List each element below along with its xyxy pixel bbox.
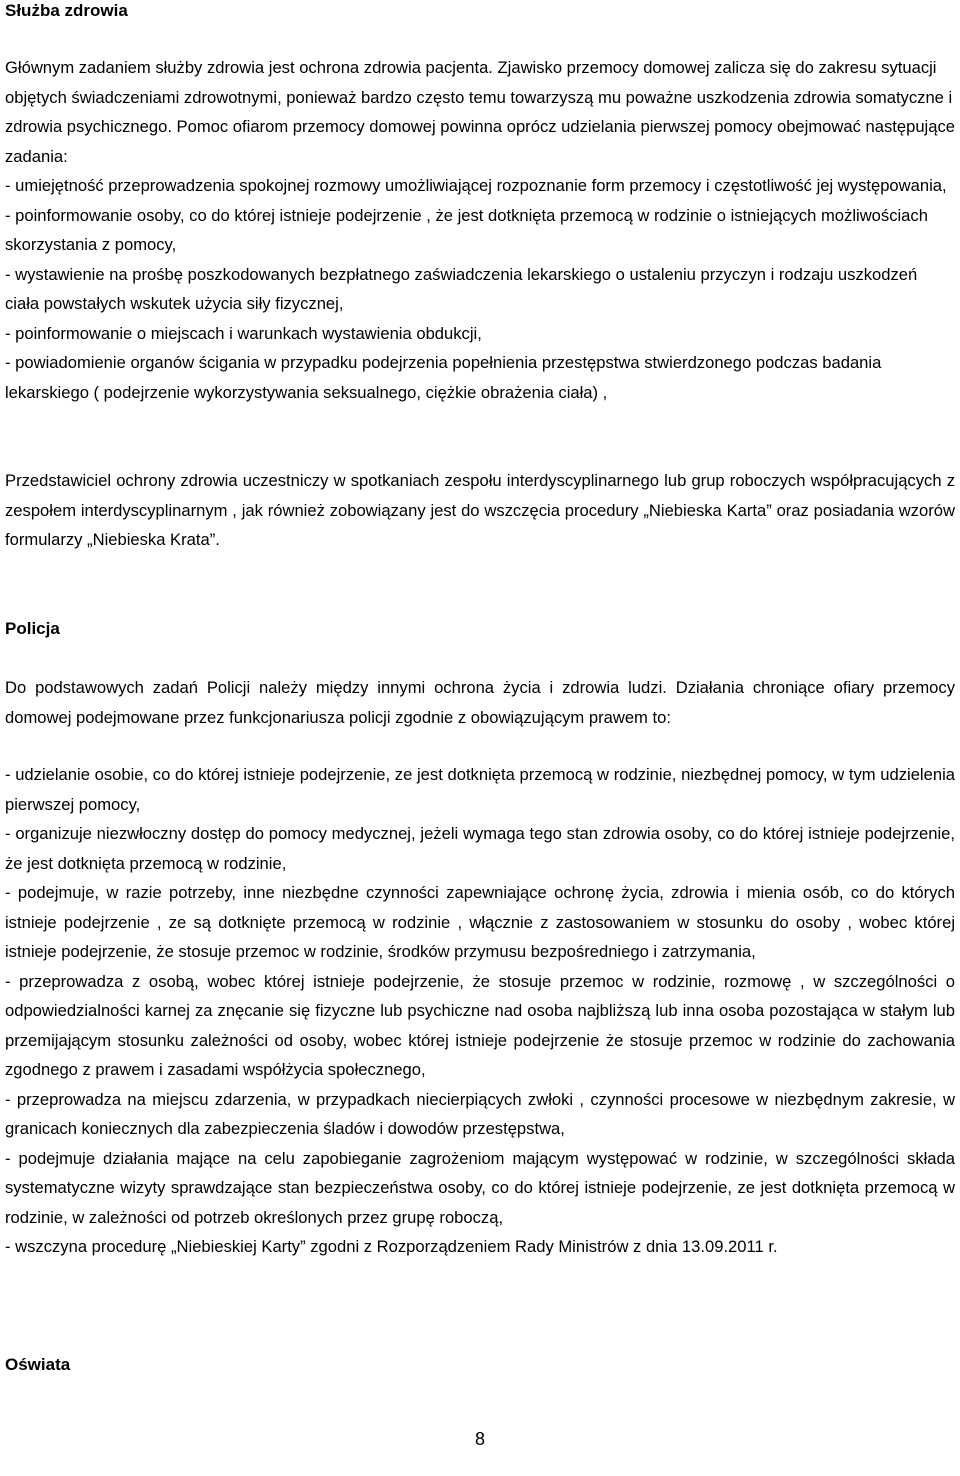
police-task-list xyxy=(5,760,955,1262)
police-task-item: - udzielanie osobie, co do której istnieje podejrzenie, ze jest dotknięta przemocą w rodzinie, niezbędnej pomocy, w tym udzielenia pierwszej pomocy, xyxy=(5,765,955,814)
health-closing-block xyxy=(5,466,955,555)
health-task-item: - umiejętność przeprowadzenia spokojnej rozmowy umożliwiającej rozpoznanie form przemocy i częstotliwość jej występowania, xyxy=(5,176,947,195)
police-task-item: - przeprowadza z osobą, wobec której istnieje podejrzenie, że stosuje przemoc w rodzinie, rozmowę , w szczególności o odpowiedzialności karnej za znęcanie się fizyczne lub psychiczne nad osoba najbliższą lub inna osoba pozostająca w stałym lub przemijającym stosunku zależności od osoby, wobec której istnieje podejrzenie że stosuje przemoc w rodzinie do zachowania zgodnego z prawem i zasadami współżycia społecznego, xyxy=(5,971,955,1079)
police-intro-paragraph: Do podstawowych zadań Policji należy między innymi ochrona życia i zdrowia ludzi. Działania chroniące ofiary przemocy domowej podejmowane przez funkcjonariusza policji zgodnie z obowiązującym prawem to: xyxy=(5,678,955,727)
health-task-item: - wystawienie na prośbę poszkodowanych bezpłatnego zaświadczenia lekarskiego o ustaleniu przyczyn i rodzaju uszkodzeń ciała powstałych wskutek użycia siły fizycznej, xyxy=(5,264,918,313)
health-task-item: - poinformowanie osoby, co do której istnieje podejrzenie , że jest dotknięta przemocą w rodzinie o istniejących możliwościach skorzystania z pomocy, xyxy=(5,205,928,254)
health-task-item: - poinformowanie o miejscach i warunkach wystawienia obdukcji, xyxy=(5,323,482,343)
police-task-item: - wszczyna procedurę „Niebieskiej Karty” zgodni z Rozporządzeniem Rady Ministrów z dnia 13.09.2011 r. xyxy=(5,1237,778,1256)
page-number: 8 xyxy=(474,1429,485,1449)
health-task-item: - powiadomienie organów ścigania w przypadku podejrzenia popełnienia przestępstwa stwierdzonego podczas badania lekarskiego ( podejrzenie wykorzystywania seksualnego, ciężkie obrażenia ciała) , xyxy=(5,353,882,402)
police-intro-block xyxy=(5,673,955,732)
police-task-item: - podejmuje działania mające na celu zapobieganie zagrożeniom mającym występować w rodzinie, w szczególności składa systematyczne wizyty sprawdzające stan bezpieczeństwa osoby, co do której istnieje podejrzenie, ze jest dotknięta przemocą w rodzinie, w zależności od potrzeb określonych przez grupę roboczą, xyxy=(5,1148,955,1227)
police-task-item: - przeprowadza na miejscu zdarzenia, w przypadkach niecierpiących zwłoki , czynności procesowe w niezbędnym zakresie, w granicach koniecznych dla zabezpieczenia śladów i dowodów przestępstwa, xyxy=(5,1089,955,1138)
section-heading-education: Oświata xyxy=(5,1355,71,1374)
police-task-item: - organizuje niezwłoczny dostęp do pomocy medycznej, jeżeli wymaga tego stan zdrowia osoby, co do której istnieje podejrzenie, że jest dotknięta przemocą w rodzinie, xyxy=(5,824,955,873)
police-task-item: - podejmuje, w razie potrzeby, inne niezbędne czynności zapewniające ochronę życia, zdrowia i mienia osób, co do których istnieje podejrzenie , ze są dotknięte przemocą w rodzinie , włącznie z zastosowaniem w stosunku do osoby , wobec której istnieje podejrzenie, że stosuje przemoc w rodzinie, środków przymusu bezpośredniego i zatrzymania, xyxy=(5,883,955,961)
health-intro-paragraph: Głównym zadaniem służby zdrowia jest ochrona zdrowia pacjenta. Zjawisko przemocy domowej zalicza się do zakresu sytuacji objętych świadczeniami zdrowotnymi, ponieważ bardzo często temu towarzyszą mu poważne uszkodzenia zdrowia somatyczne i zdrowia psychicznego. Pomoc ofiarom przemocy domowej powinna oprócz udzielania pierwszej pomocy obejmować następujące zadania: xyxy=(5,58,956,166)
health-closing-paragraph: Przedstawiciel ochrony zdrowia uczestniczy w spotkaniach zespołu interdyscyplinarnego lub grup roboczych współpracujących z zespołem interdyscyplinarnym , jak również zobowiązany jest do wszczęcia procedury „Niebieska Karta” oraz posiadania wzorów formularzy „Niebieska Krata”. xyxy=(5,471,955,549)
health-section-body xyxy=(5,53,955,407)
section-heading-health: Służba zdrowia xyxy=(5,1,128,20)
section-heading-police: Policja xyxy=(5,619,60,638)
